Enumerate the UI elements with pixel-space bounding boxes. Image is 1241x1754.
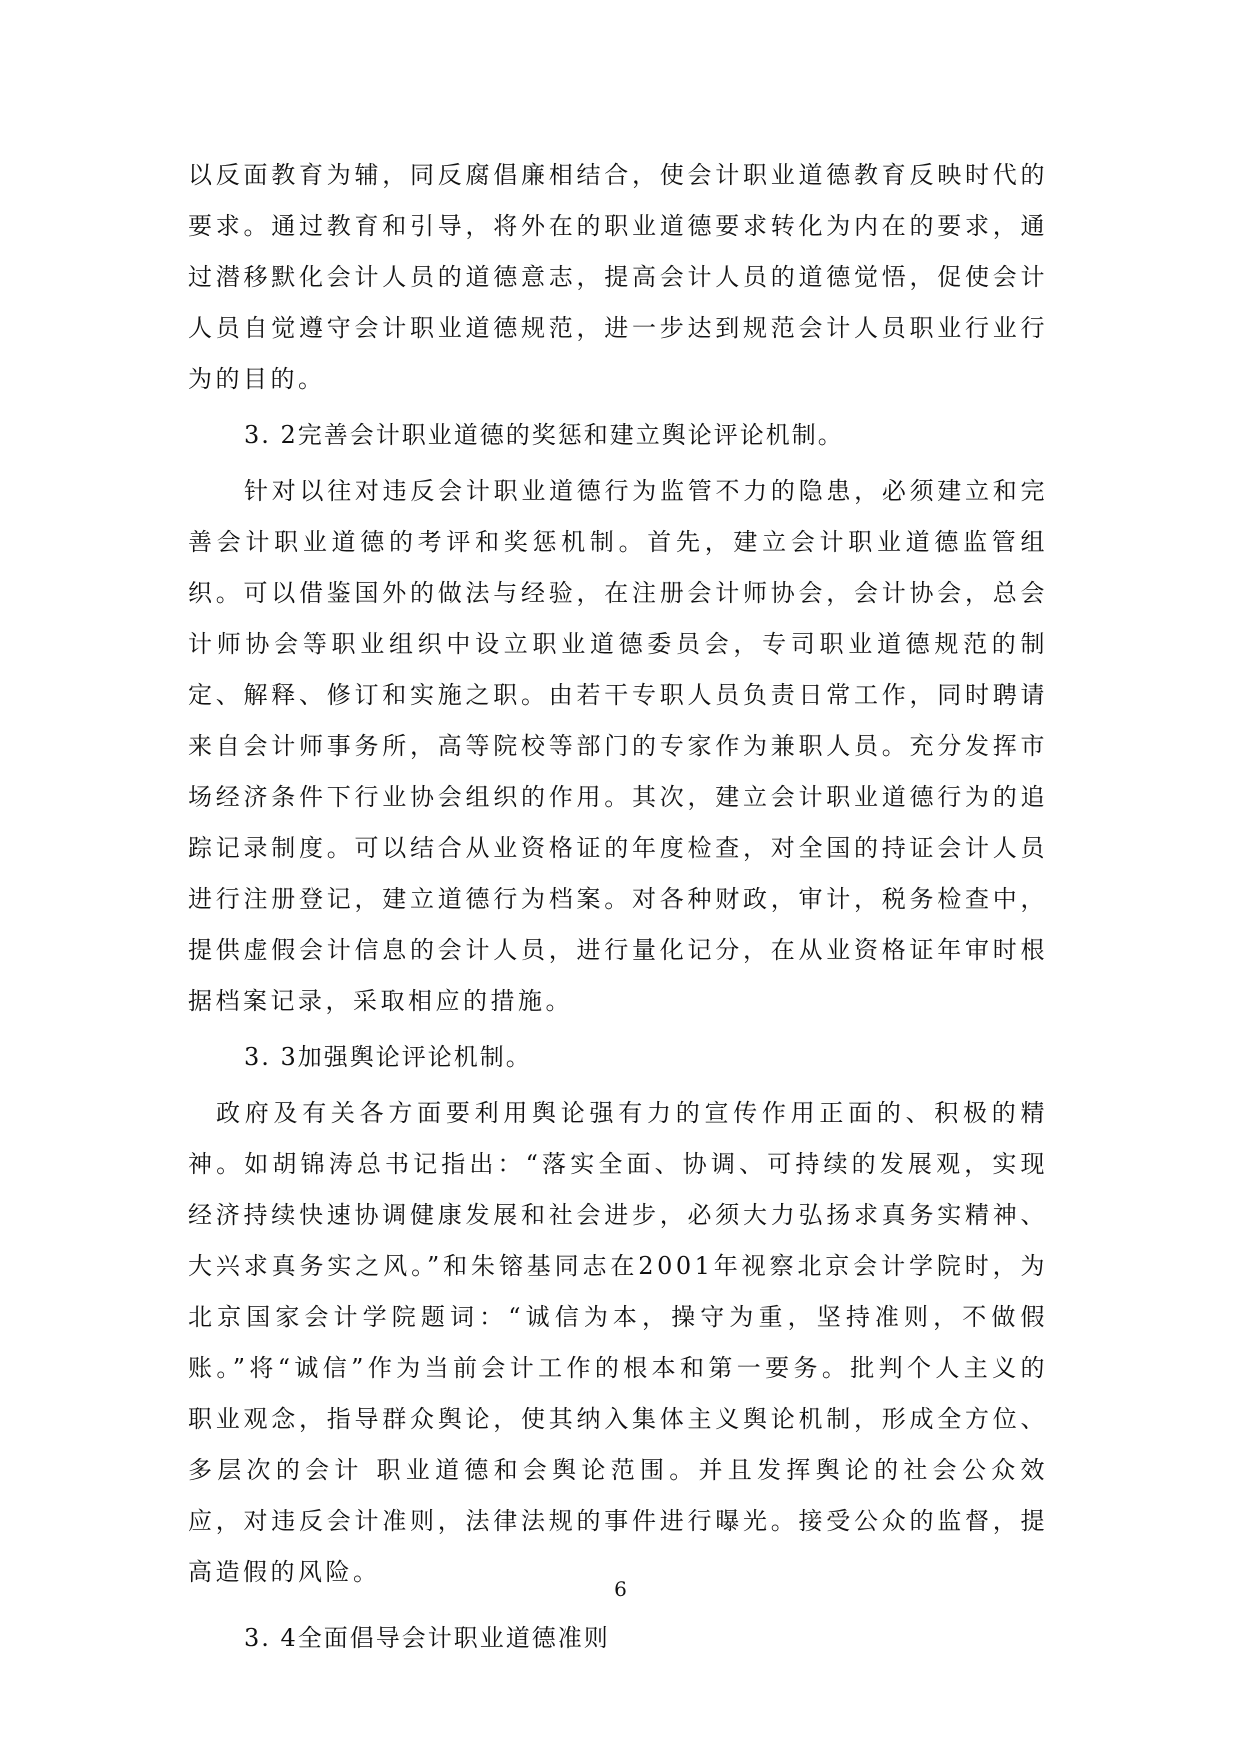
section-heading-3-4: 3. 4全面倡导会计职业道德准则: [244, 1624, 610, 1652]
page-number: 6: [614, 1577, 627, 1601]
section-heading-3-2: 3. 2完善会计职业道德的奖惩和建立舆论评论机制。: [244, 421, 844, 449]
section-heading-3-3: 3. 3加强舆论评论机制。: [244, 1043, 532, 1071]
paragraph-reverse-education: 以反面教育为辅，同反腐倡廉相结合，使会计职业道德教育反映时代的要求。通过教育和引导，将外在的职业道德要求转化为内在的要求，通过潜移默化会计人员的道德意志，提高会计人员的道德觉悟，促使会计人员自觉遵守会计职业道德规范，进一步达到规范会计人员职业行业行为的目的。: [188, 161, 1048, 393]
paragraph-evaluation-mechanism: 针对以往对违反会计职业道德行为监管不力的隐患，必须建立和完善会计职业道德的考评和奖惩机制。首先，建立会计职业道德监管组织。可以借鉴国外的做法与经验，在注册会计师协会，会计协会，总会计师协会等职业组织中设立职业道德委员会，专司职业道德规范的制定、解释、修订和实施之职。由若干专职人员负责日常工作，同时聘请来自会计师事务所，高等院校等部门的专家作为兼职人员。充分发挥市场经济条件下行业协会组织的作用。其次，建立会计职业道德行为的追踪记录制度。可以结合从业资格证的年度检查，对全国的持证会计人员进行注册登记，建立道德行为档案。对各种财政，审计，税务检查中，提供虚假会计信息的会计人员，进行量化记分，在从业资格证年审时根据档案记录，采取相应的措施。: [188, 477, 1048, 1015]
paragraph-public-opinion: 政府及有关各方面要利用舆论强有力的宣传作用正面的、积极的精神。如胡锦涛总书记指出：“落实全面、协调、可持续的发展观，实现经济持续快速协调健康发展和社会进步，必须大力弘扬求真务实精神、大兴求真务实之风。”和朱镕基同志在2001年视察北京会计学院时，为北京国家会计学院题词：“诚信为本，操守为重，坚持准则，不做假账。”将“诚信”作为当前会计工作的根本和第一要务。批判个人主义的职业观念，指导群众舆论，使其纳入集体主义舆论机制，形成全方位、多层次的会计 职业道德和会舆论范围。并且发挥舆论的社会公众效应，对违反会计准则，法律法规的事件进行曝光。接受公众的监督，提高造假的风险。: [188, 1099, 1048, 1586]
document-body: [188, 150, 1048, 1669]
